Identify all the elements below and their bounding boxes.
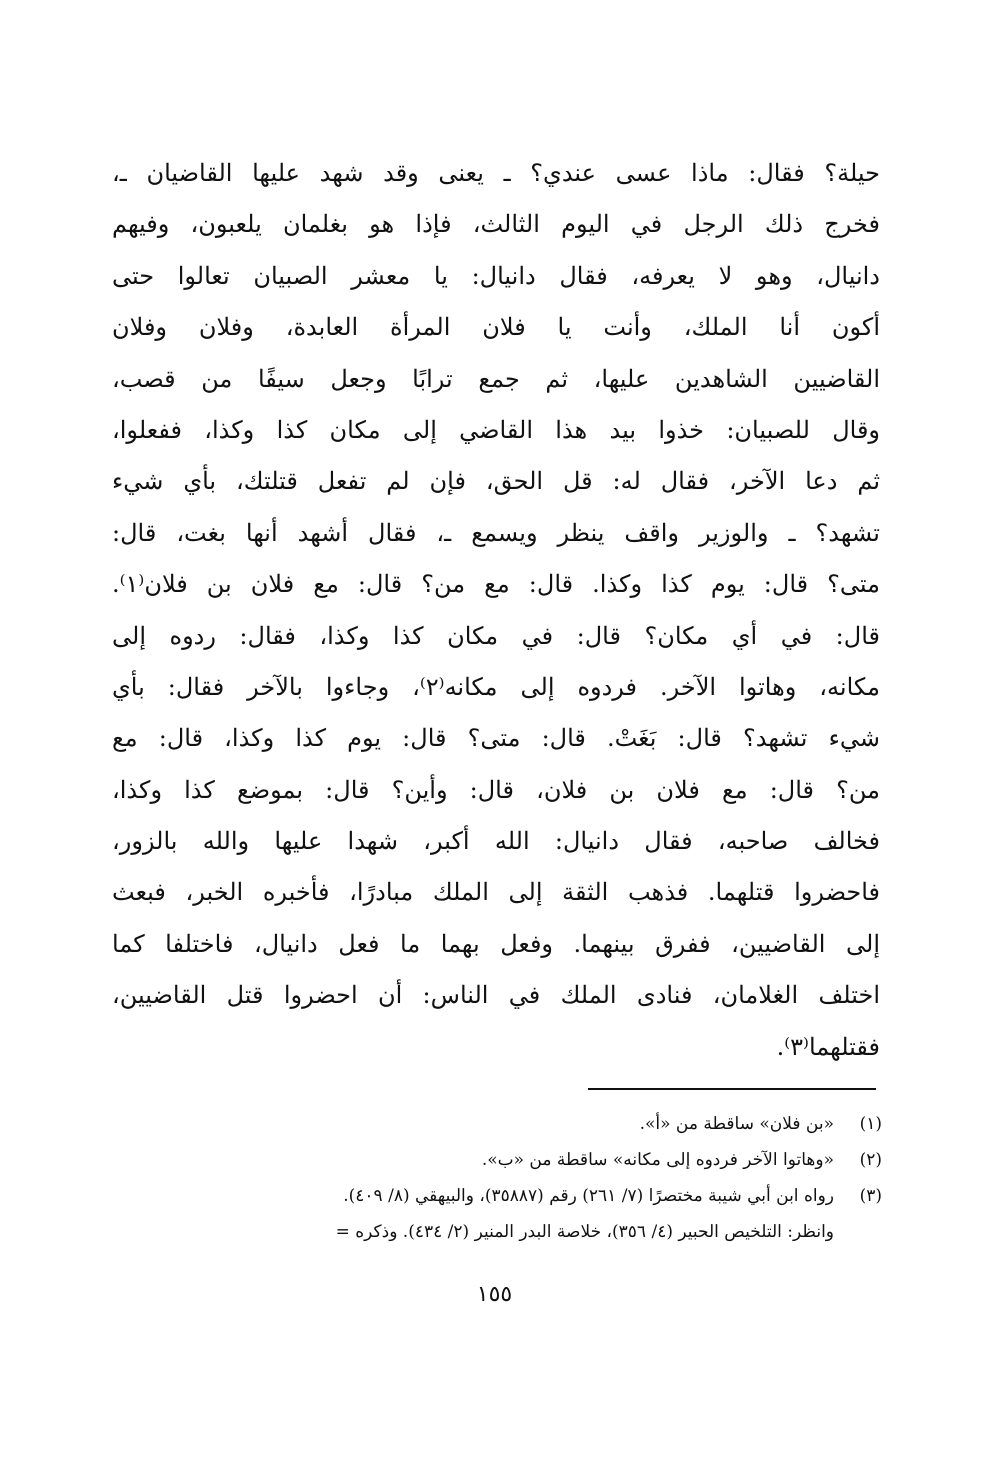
footnote-separator [588, 1088, 876, 1090]
footnote-text: رواه ابن أبي شيبة مختصرًا (٧/ ٢٦١) رقم (٣٥٨٨٧)، والبيهقي (٨/ ٤٠٩). [343, 1186, 834, 1206]
text-line: فخرج ذلك الرجل في اليوم الثالث، فإذا هو بغلمان يلعبون، وفيهم [112, 210, 880, 239]
text-line: إلى القاضيين، ففرق بينهما. وفعل بهما ما فعل دانيال، فاختلفا كما [112, 929, 880, 958]
main-text [112, 148, 880, 1073]
text-line: وقال للصبيان: خذوا بيد هذا القاضي إلى مكان كذا وكذا، ففعلوا، [112, 415, 880, 444]
footnote-number: (٣) [859, 1186, 882, 1206]
text-line: شيء تشهد؟ قال: بَغَتْ. قال: متى؟ قال: يوم كذا وكذا، قال: مع [112, 724, 880, 753]
text-line: القاضيين الشاهدين عليها، ثم جمع ترابًا وجعل سيفًا من قصب، [112, 364, 880, 393]
footnote-text: «بن فلان» ساقطة من «أ». [639, 1114, 834, 1134]
footnote-text: «وهاتوا الآخر فردوه إلى مكانه» ساقطة من «ب». [481, 1150, 834, 1170]
text-line: فخالف صاحبه، فقال دانيال: الله أكبر، شهدا عليها والله بالزور، [112, 827, 880, 856]
footnote-item [112, 1178, 882, 1214]
text-line: متى؟ قال: يوم كذا وكذا. قال: مع من؟ قال: مع فلان بن فلان⁽١⁾. [112, 570, 880, 599]
text-line: فقتلهما⁽٣⁾. [776, 1032, 880, 1061]
text-line: تشهد؟ ـ والوزير واقف ينظر ويسمع ـ، فقال أشهد أنها بغت، قال: [112, 518, 880, 547]
text-line: أكون أنا الملك، وأنت يا فلان المرأة العابدة، وفلان وفلان [112, 313, 880, 342]
footnotes [112, 1106, 882, 1250]
footnote-item [112, 1142, 882, 1178]
text-line: فاحضروا قتلهما. فذهب الثقة إلى الملك مبادرًا، فأخبره الخبر، فبعث [112, 878, 880, 907]
footnote-item [112, 1106, 882, 1142]
page-number: ١٥٥ [476, 1282, 513, 1307]
text-line: ثم دعا الآخر، فقال له: قل الحق، فإن لم تفعل قتلتك، بأي شيء [112, 467, 880, 496]
text-line: قال: في أي مكان؟ قال: في مكان كذا وكذا، فقال: ردوه إلى [112, 621, 880, 650]
footnote-continuation: وانظر: التلخيص الحبير (٤/ ٣٥٦)، خلاصة البدر المنير (٢/ ٤٣٤). وذكره = [335, 1222, 834, 1242]
text-line: اختلف الغلامان، فنادى الملك في الناس: أن احضروا قتل القاضيين، [112, 981, 880, 1010]
text-line: دانيال، وهو لا يعرفه، فقال دانيال: يا معشر الصبيان تعالوا حتى [112, 261, 880, 290]
text-line: من؟ قال: مع فلان بن فلان، قال: وأين؟ قال: بموضع كذا وكذا، [112, 775, 880, 804]
footnote-number: (١) [859, 1114, 882, 1134]
text-line: حيلة؟ فقال: ماذا عسى عندي؟ ـ يعنى وقد شهد عليها القاضيان ـ، [112, 159, 880, 187]
footnote-number: (٢) [859, 1150, 882, 1170]
text-line: مكانه، وهاتوا الآخر. فردوه إلى مكانه⁽٢⁾، وجاءوا بالآخر فقال: بأي [112, 672, 880, 701]
